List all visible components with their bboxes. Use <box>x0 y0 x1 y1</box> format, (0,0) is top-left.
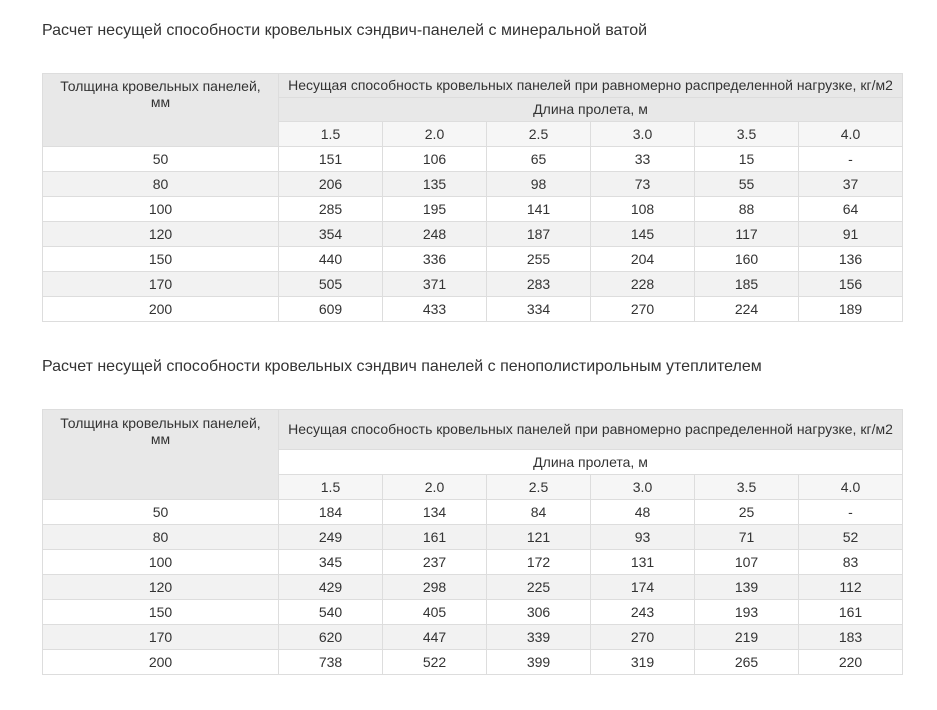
thickness-column-header: Толщина кровельных панелей, мм <box>43 410 279 500</box>
span-value: 2.5 <box>487 122 591 147</box>
section-title-mineral-wool: Расчет несущей способности кровельных сэндвич-панелей с минеральной ватой <box>42 22 648 39</box>
capacity-value-cell: 429 <box>279 575 383 600</box>
capacity-value-cell: 249 <box>279 525 383 550</box>
capacity-value-cell: 285 <box>279 197 383 222</box>
capacity-value-cell: 270 <box>591 625 695 650</box>
capacity-value-cell: 37 <box>799 172 903 197</box>
capacity-value-cell: 139 <box>695 575 799 600</box>
capacity-value-cell: 15 <box>695 147 799 172</box>
span-value: 4.0 <box>799 122 903 147</box>
capacity-value-cell: 433 <box>383 297 487 322</box>
capacity-value-cell: 161 <box>383 525 487 550</box>
capacity-value-cell: 106 <box>383 147 487 172</box>
table-row <box>43 147 903 172</box>
capacity-value-cell: 270 <box>591 297 695 322</box>
capacity-value-cell: 91 <box>799 222 903 247</box>
capacity-value-cell: 121 <box>487 525 591 550</box>
thickness-cell: 170 <box>43 272 279 297</box>
capacity-value-cell: 93 <box>591 525 695 550</box>
thickness-cell: 80 <box>43 172 279 197</box>
capacity-value-cell: 440 <box>279 247 383 272</box>
capacity-value-cell: 135 <box>383 172 487 197</box>
table-row <box>43 550 903 575</box>
capacity-value-cell: 52 <box>799 525 903 550</box>
capacity-value-cell: - <box>799 147 903 172</box>
capacity-value-cell: 336 <box>383 247 487 272</box>
capacity-value-cell: 134 <box>383 500 487 525</box>
capacity-value-cell: 145 <box>591 222 695 247</box>
table-row <box>43 222 903 247</box>
thickness-cell: 80 <box>43 525 279 550</box>
thickness-cell: 200 <box>43 650 279 675</box>
capacity-value-cell: 108 <box>591 197 695 222</box>
capacity-value-cell: 399 <box>487 650 591 675</box>
span-value: 1.5 <box>279 122 383 147</box>
capacity-value-cell: 298 <box>383 575 487 600</box>
capacity-value-cell: 265 <box>695 650 799 675</box>
capacity-value-cell: 184 <box>279 500 383 525</box>
capacity-value-cell: 107 <box>695 550 799 575</box>
thickness-cell: 150 <box>43 247 279 272</box>
capacity-value-cell: 151 <box>279 147 383 172</box>
capacity-value-cell: 371 <box>383 272 487 297</box>
span-value: 3.5 <box>695 475 799 500</box>
capacity-value-cell: 156 <box>799 272 903 297</box>
capacity-value-cell: 183 <box>799 625 903 650</box>
capacity-value-cell: 354 <box>279 222 383 247</box>
capacity-value-cell: 172 <box>487 550 591 575</box>
table-row <box>43 297 903 322</box>
capacity-value-cell: 334 <box>487 297 591 322</box>
thickness-cell: 170 <box>43 625 279 650</box>
thickness-cell: 120 <box>43 575 279 600</box>
table-row <box>43 500 903 525</box>
span-value: 2.5 <box>487 475 591 500</box>
table-row <box>43 172 903 197</box>
capacity-value-cell: 225 <box>487 575 591 600</box>
capacity-value-cell: 55 <box>695 172 799 197</box>
capacity-header: Несущая способность кровельных панелей при равномерно распределенной нагрузке, кг/м2 <box>279 410 903 450</box>
thickness-cell: 100 <box>43 197 279 222</box>
capacity-value-cell: 88 <box>695 197 799 222</box>
capacity-value-cell: 237 <box>383 550 487 575</box>
capacity-value-cell: 540 <box>279 600 383 625</box>
capacity-value-cell: 185 <box>695 272 799 297</box>
capacity-value-cell: 447 <box>383 625 487 650</box>
span-value: 1.5 <box>279 475 383 500</box>
span-value: 3.0 <box>591 475 695 500</box>
capacity-value-cell: 193 <box>695 600 799 625</box>
capacity-value-cell: 306 <box>487 600 591 625</box>
thickness-cell: 150 <box>43 600 279 625</box>
span-value: 3.5 <box>695 122 799 147</box>
capacity-value-cell: 319 <box>591 650 695 675</box>
thickness-column-header: Толщина кровельных панелей, мм <box>43 74 279 147</box>
capacity-value-cell: 33 <box>591 147 695 172</box>
capacity-value-cell: 255 <box>487 247 591 272</box>
capacity-value-cell: 174 <box>591 575 695 600</box>
capacity-value-cell: 71 <box>695 525 799 550</box>
capacity-value-cell: 204 <box>591 247 695 272</box>
capacity-header: Несущая способность кровельных панелей при равномерно распределенной нагрузке, кг/м2 <box>279 74 903 98</box>
table-row <box>43 197 903 222</box>
capacity-value-cell: 84 <box>487 500 591 525</box>
table-row <box>43 247 903 272</box>
span-value: 4.0 <box>799 475 903 500</box>
capacity-value-cell: 189 <box>799 297 903 322</box>
span-value: 2.0 <box>383 475 487 500</box>
capacity-value-cell: 112 <box>799 575 903 600</box>
capacity-value-cell: 73 <box>591 172 695 197</box>
table-row <box>43 650 903 675</box>
capacity-value-cell: 117 <box>695 222 799 247</box>
capacity-value-cell: 505 <box>279 272 383 297</box>
capacity-value-cell: 98 <box>487 172 591 197</box>
capacity-value-cell: 224 <box>695 297 799 322</box>
thickness-cell: 200 <box>43 297 279 322</box>
capacity-value-cell: 141 <box>487 197 591 222</box>
capacity-value-cell: 609 <box>279 297 383 322</box>
thickness-cell: 120 <box>43 222 279 247</box>
capacity-value-cell: 206 <box>279 172 383 197</box>
capacity-value-cell: 131 <box>591 550 695 575</box>
capacity-value-cell: 160 <box>695 247 799 272</box>
span-value: 3.0 <box>591 122 695 147</box>
capacity-value-cell: 243 <box>591 600 695 625</box>
capacity-value-cell: 228 <box>591 272 695 297</box>
capacity-value-cell: - <box>799 500 903 525</box>
capacity-value-cell: 339 <box>487 625 591 650</box>
capacity-value-cell: 283 <box>487 272 591 297</box>
thickness-cell: 100 <box>43 550 279 575</box>
table-row <box>43 600 903 625</box>
span-value: 2.0 <box>383 122 487 147</box>
table-row <box>43 525 903 550</box>
span-length-header: Длина пролета, м <box>279 98 903 122</box>
capacity-value-cell: 25 <box>695 500 799 525</box>
load-capacity-table-polystyrene <box>42 409 903 675</box>
capacity-value-cell: 48 <box>591 500 695 525</box>
table-row <box>43 625 903 650</box>
capacity-value-cell: 136 <box>799 247 903 272</box>
load-capacity-table-mineral-wool <box>42 73 903 322</box>
capacity-value-cell: 405 <box>383 600 487 625</box>
capacity-value-cell: 738 <box>279 650 383 675</box>
section-title-polystyrene: Расчет несущей способности кровельных сэндвич панелей с пенополистирольным утеплителем <box>42 358 762 375</box>
thickness-cell: 50 <box>43 500 279 525</box>
capacity-value-cell: 64 <box>799 197 903 222</box>
table-row <box>43 575 903 600</box>
capacity-value-cell: 83 <box>799 550 903 575</box>
capacity-value-cell: 65 <box>487 147 591 172</box>
capacity-value-cell: 220 <box>799 650 903 675</box>
capacity-value-cell: 187 <box>487 222 591 247</box>
capacity-value-cell: 620 <box>279 625 383 650</box>
capacity-value-cell: 345 <box>279 550 383 575</box>
table-row <box>43 272 903 297</box>
capacity-value-cell: 219 <box>695 625 799 650</box>
capacity-value-cell: 522 <box>383 650 487 675</box>
thickness-cell: 50 <box>43 147 279 172</box>
capacity-value-cell: 161 <box>799 600 903 625</box>
capacity-value-cell: 195 <box>383 197 487 222</box>
capacity-value-cell: 248 <box>383 222 487 247</box>
span-length-header: Длина пролета, м <box>279 450 903 475</box>
